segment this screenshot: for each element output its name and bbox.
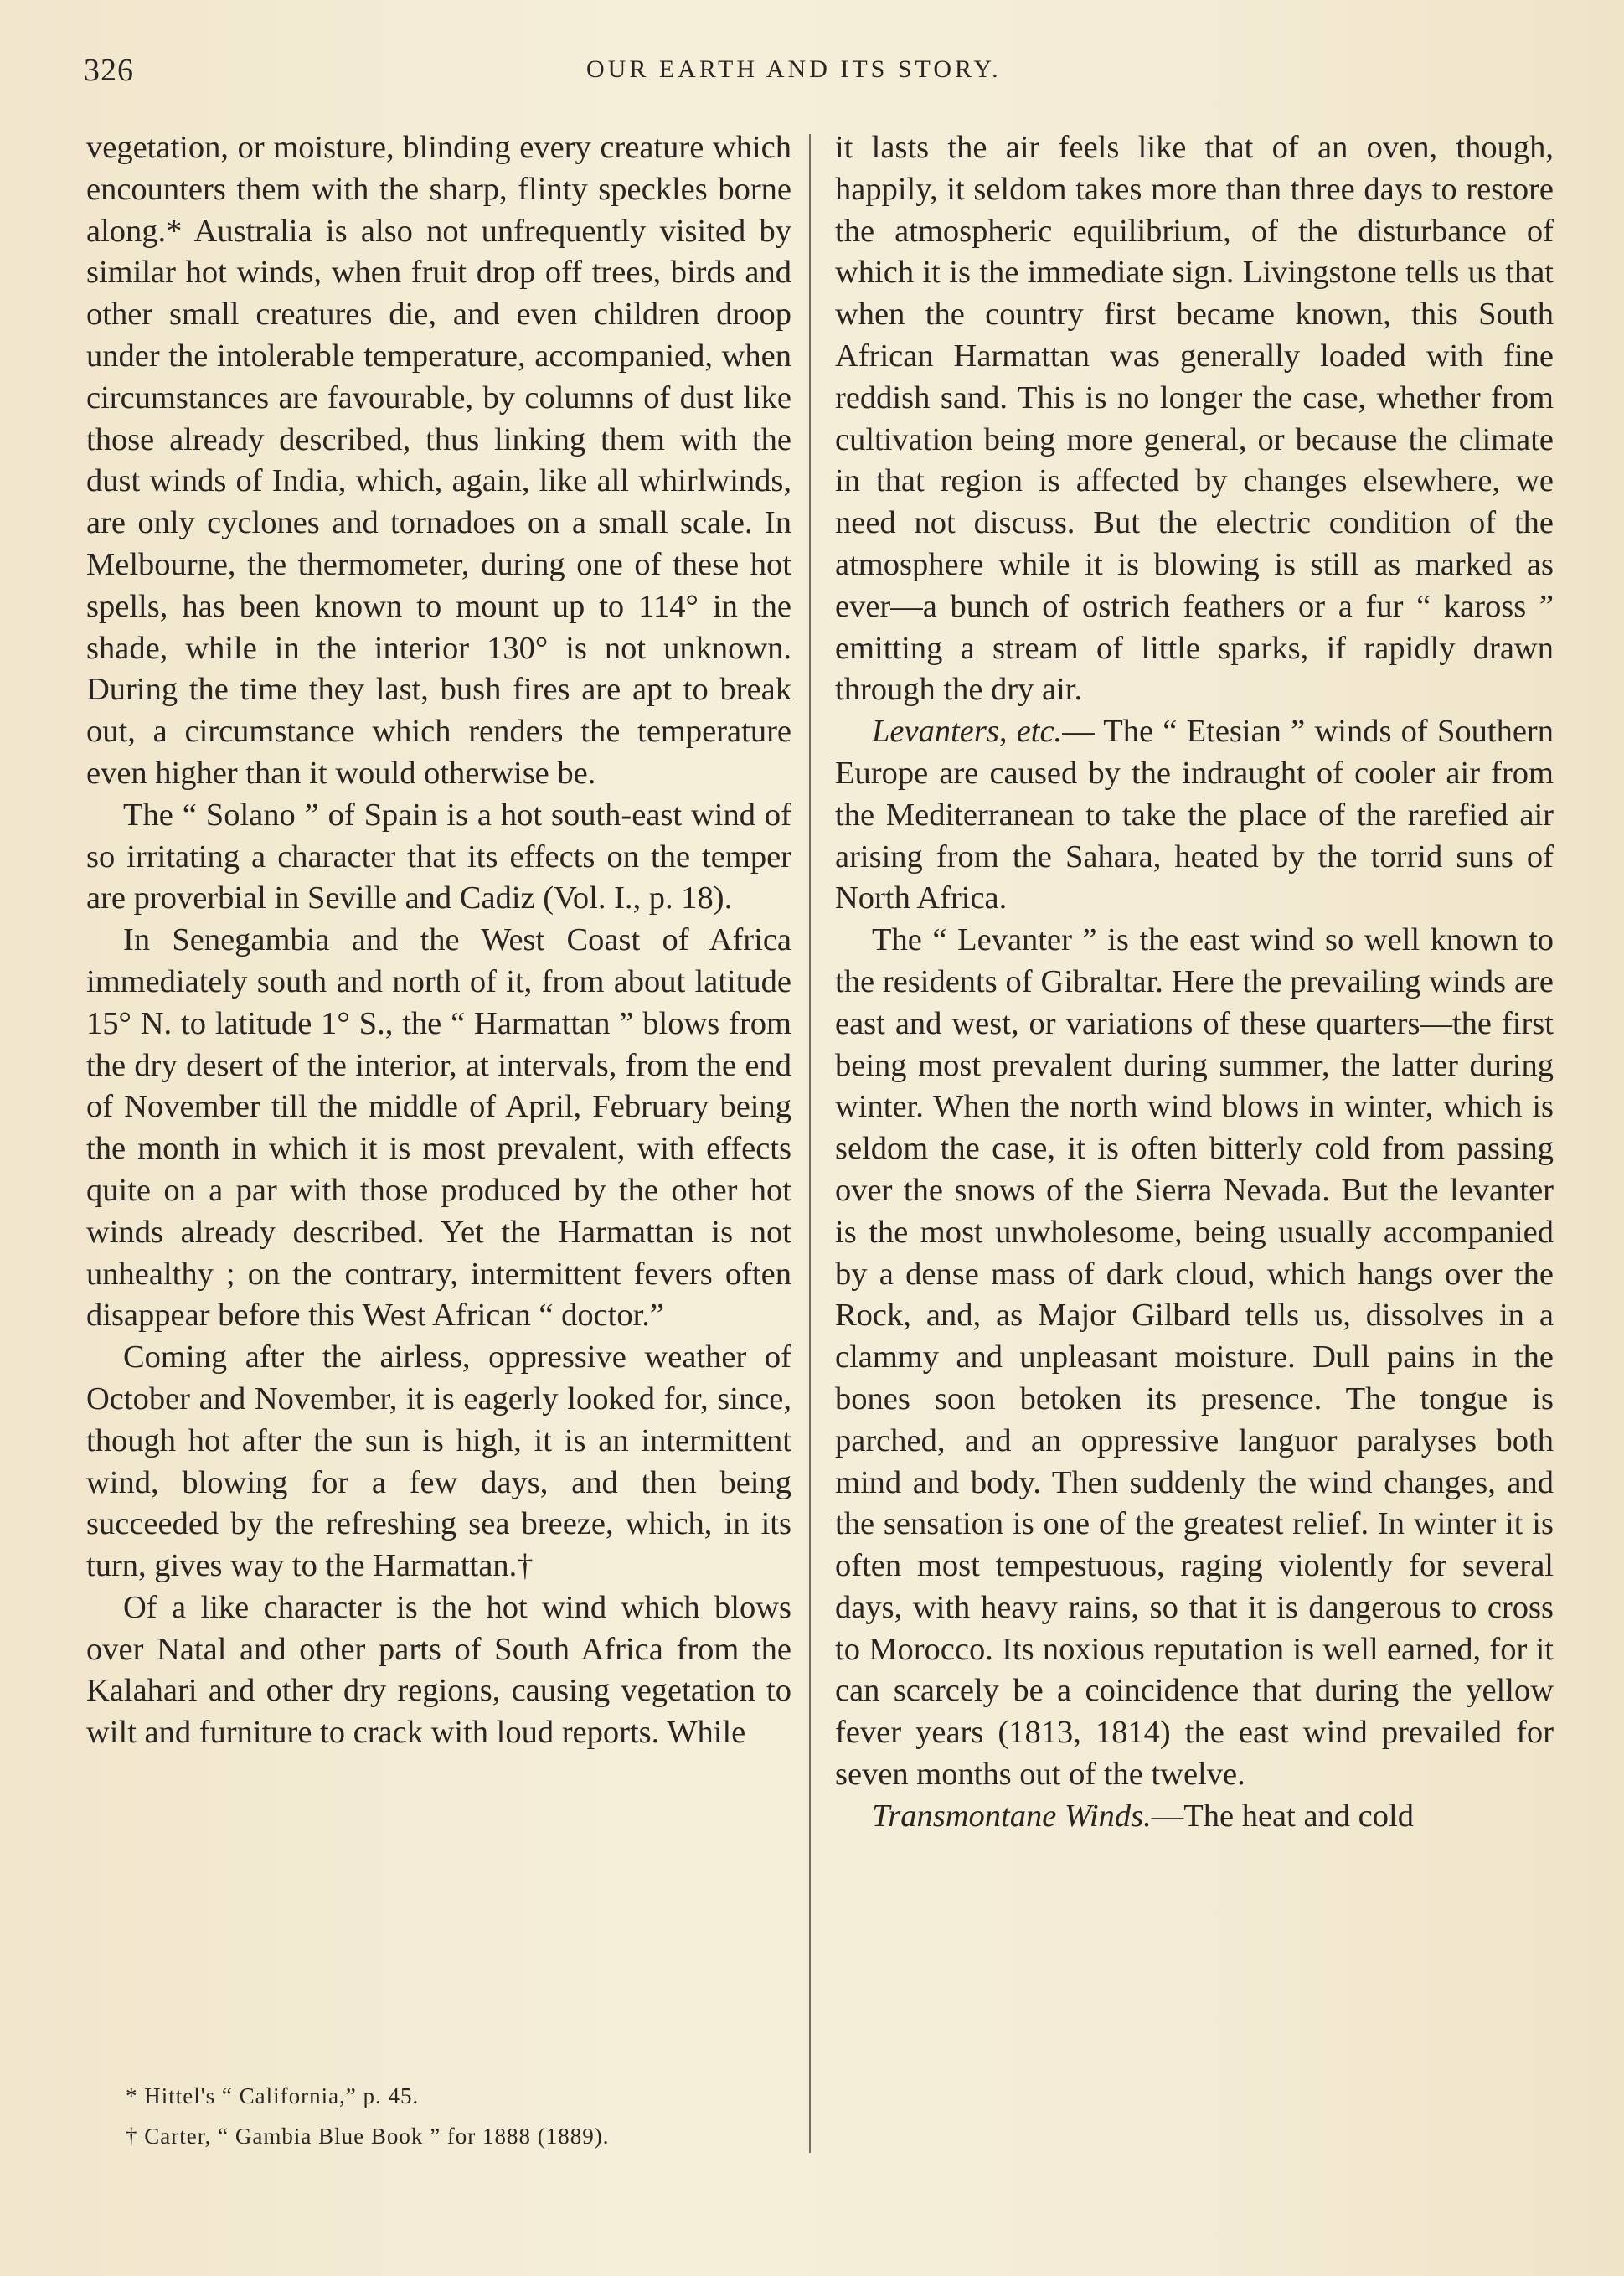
section-heading-transmontane: Transmontane Winds. [872,1798,1152,1834]
running-title: OUR EARTH AND ITS STORY. [586,55,1002,83]
footnote-2: † Carter, “ Gambia Blue Book ” for 1888 (1889). [126,2124,610,2149]
left-paragraph-2: The “ Solano ” of Spain is a hot south-east wind of so irritating a character that its effects on the temper are proverbial in Seville and Cadiz (Vol. I., p. 18). [86,797,791,916]
left-paragraph-1: vegetation, or moisture, blinding every creature which encounters them with the sharp, flinty speckles borne along.* Australia is also not unfrequently visited by similar hot winds, when fruit drop off trees, birds and other small creatures die, and even children droop under the intolerable temperature, accompanied, when circumstances are favourable, by columns of dust like those already described, thus linking them with the dust winds of India, which, again, like all whirlwinds, are only cyclones and tornadoes on a small scale. In Melbourne, the thermometer, during one of these hot spells, has been known to mount up to 114° in the shade, while in the interior 130° is not unknown. During the time they last, bush fires are apt to break out, a circumstance which renders the temperature even higher than it would otherwise be. [86,130,791,791]
right-column [835,127,1554,1838]
column-divider [809,134,811,2153]
left-paragraph-3: In Senegambia and the West Coast of Africa immediately south and north of it, from about latitude 15° N. to latitude 1° S., the “ Harmattan ” blows from the dry desert of the interior, at intervals, from the end of November till the middle of April, February being the month in which it is most prevalent, with effects quite on a par with those produced by the other hot winds already described. Yet the Harmattan is not unhealthy ; on the contrary, intermittent fevers often disappear before this West African “ doctor.” [86,922,791,1334]
right-paragraph-2 [835,711,1554,920]
right-paragraph-4 [835,1796,1554,1838]
footnote-1: * Hittel's “ California,” p. 45. [126,2083,420,2108]
right-paragraph-4-text: —The heat and cold [1151,1798,1414,1834]
left-paragraph-4: Coming after the airless, oppressive weather of October and November, it is eagerly looked for, since, though hot after the sun is high, it is an intermittent wind, blowing for a few days, and then being succeeded by the refreshing sea breeze, which, in its turn, gives way to the Harmattan.† [86,1339,791,1584]
section-heading-levanters: Levanters, etc. [872,714,1063,750]
right-paragraph-1: it lasts the air feels like that of an oven, though, happily, it seldom takes more than three days to restore the atmospheric equilibrium, of the disturbance of which it is the immediate sign. Livingstone tells us that when the country first became known, this South African Harmattan was generally loaded with fine reddish sand. This is no longer the case, whether from cultivation being more general, or because the climate in that region is affected by changes elsewhere, we need not discuss. But the electric condition of the atmosphere while it is blowing is still as marked as ever—a bunch of ostrich feathers or a fur “ kaross ” emitting a stream of little sparks, if rapidly drawn through the dry air. [835,130,1554,708]
right-paragraph-2-text: — The “ Etesian ” winds of Southern Europe are caused by the indraught of cooler air from the Mediterranean to take the place of the rarefied air arising from the Sahara, heated by the torrid suns of North Africa. [835,714,1554,916]
footnotes [126,2076,787,2156]
left-column [86,127,791,1754]
page-number: 326 [84,53,134,88]
right-paragraph-3: The “ Levanter ” is the east wind so well known to the residents of Gibraltar. Here the prevailing winds are east and west, or variations of these quarters—the first being most prevalent during summer, the latter during winter. When the north wind blows in winter, which is seldom the case, it is often bitterly cold from passing over the snows of the Sierra Nevada. But the levanter is the most unwholesome, being usually accompanied by a dense mass of dark cloud, which hangs over the Rock, and, as Major Gilbard tells us, dissolves in a clammy and unpleasant moisture. Dull pains in the bones soon betoken its presence. The tongue is parched, and an oppressive languor paralyses both mind and body. Then suddenly the wind changes, and the sensation is one of the greatest relief. In winter it is often most tempestuous, raging violently for several days, with heavy rains, so that it is dangerous to cross to Morocco. Its noxious reputation is well earned, for it can scarcely be a coincidence that during the yellow fever years (1813, 1814) the east wind prevailed for seven months out of the twelve. [835,922,1554,1793]
left-paragraph-5: Of a like character is the hot wind which blows over Natal and other parts of South Africa from the Kalahari and other dry regions, causing vegetation to wilt and furniture to crack with loud reports. While [86,1589,791,1751]
page-header [84,52,1558,94]
